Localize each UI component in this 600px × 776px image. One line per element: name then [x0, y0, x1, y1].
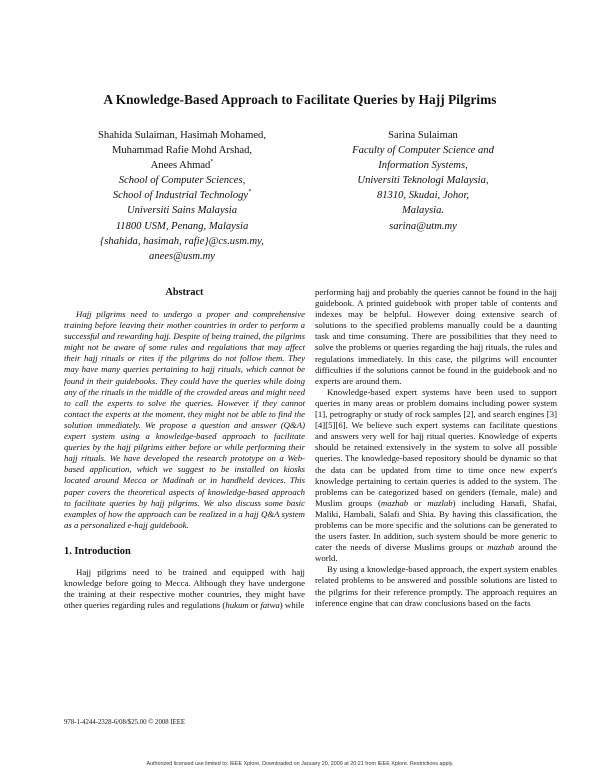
affiliation-r5: Malaysia. — [401, 205, 445, 217]
affiliation-1: School of Computer Sciences, — [118, 175, 246, 187]
p2-text-a: Knowledge-based expert systems have been used to support queries in many areas or problem domains including power system [1], petrography or study of rock samples [2], and search engines [3][4][5][6]. We believe such expert systems can facilitate questions and answers very well for hajj ritual queries. Knowledge of experts should be retained extensively in the system to solve all possible queries. The knowledge-based repository should be dynamic so that the data can be updated from time to time once new expert's knowledge pertaining to certain queries is added to the system. The problems can be categorized based on genders (female, male) and Muslim groups ( — [315, 386, 557, 508]
author-name-anees: Anees Ahmad — [150, 160, 211, 172]
affiliation-r1: Faculty of Computer Science and — [352, 145, 494, 157]
footer-isbn: 978-1-4244-2328-6/08/$25.00 © 2008 IEEE — [64, 719, 186, 726]
intro-text-or: or — [248, 600, 261, 611]
footer-license: Authorized licensed use limited to: IEEE Xplore. Downloaded on January 20, 2009 at 20:21 from IEEE Xplore. Restrictions apply. — [146, 761, 454, 767]
author-email-1: {shahida, hasimah, rafie}@cs.usm.my, — [100, 235, 264, 247]
right-paragraph-1: performing hajj and probably the queries cannot be found in the hajj guidebook. A printed guidebook with proper table of contents and indexes may be helpful. However doing extensive search of solutions to the specified problems manually could be a daunting task and time consuming. There are possibilities that they need to solve the problems or queries regarding the hajj rituals, the rules and regulations immediately. In this case, the pilgrims will encounter difficulties if the solutions cannot be found in the guidebook and no experts are around them. — [315, 287, 557, 386]
introduction-paragraph-1 — [64, 567, 305, 611]
paper-title: A Knowledge-Based Approach to Facilitate Queries by Hajj Pilgrims — [103, 92, 497, 107]
affiliation-3: Universiti Sains Malaysia — [126, 205, 238, 217]
abstract-heading: Abstract — [165, 287, 204, 298]
section-heading-introduction: 1. Introduction — [64, 545, 131, 557]
affiliation-4: 11800 USM, Penang, Malaysia — [115, 220, 249, 232]
affiliation-r2: Information Systems, — [378, 160, 468, 172]
intro-text-b: ) while — [279, 600, 305, 611]
author-names-1: Shahida Sulaiman, Hasimah Mohamed, — [98, 130, 266, 141]
p2-text-c: around the world. — [315, 542, 557, 564]
author-names-3 — [48, 158, 316, 173]
author-email-r: sarina@utm.my — [389, 220, 457, 232]
term-mazhab: mazhab — [380, 497, 409, 508]
author-name-sarina: Sarina Sulaiman — [388, 130, 458, 141]
affiliation-2-text: School of Industrial Technology — [112, 190, 249, 202]
author-names-2: Muhammad Rafie Mohd Arshad, — [111, 145, 253, 157]
left-column — [64, 287, 305, 611]
author-email-2: anees@usm.my — [149, 250, 215, 262]
right-paragraph-3: By using a knowledge-based approach, the expert system enables related problems to be answered and possible solutions are listed to the pilgrims for their reference promptly. The approach requires an inference engine that can draw conclusions based on the facts — [315, 564, 557, 608]
footnote-mark: * — [210, 159, 214, 166]
p2-text-b: ) including Hanafi, Shafai, Maliki, Hambali, Salafi and Shia. By having this classification, the problems can be more specific and the solutions can be generated to the users faster. In addition, such system should be more generic to cater the needs of diverse Muslims groups or — [315, 497, 557, 553]
affiliation-r3: Universiti Teknologi Malaysia, — [357, 175, 489, 187]
author-block-left — [48, 128, 316, 264]
term-mazlab: mazlab — [427, 497, 453, 508]
p2-text-or: or — [408, 497, 428, 508]
abstract-text: Hajj pilgrims need to undergo a proper and comprehensive training before leaving their mother countries in order to perform a successful and rewarding hajj. Despite of being trained, the pilgrims might not be aware of some rules and regulations that may affect their hajj rituals or rites if the pilgrims do not follow them. They may have many queries pertaining to hajj rituals, which cannot be found in their guidebooks. They could have the queries while doing any of the rituals in the middle of the crowded areas and might need to call the experts to solve the queries. However if they cannot contact the experts at the moment, they might not be able to find the solution immediately. We propose a question and answer (Q&A) expert system using a knowledge-based approach to facilitate queries by the hajj pilgrims either before or while performing their hajj rituals. We have developed the research prototype on a Web-based application, which we suggest to be installed on kiosks located around Mecca or Madinah or in handheld devices. This paper covers the theoretical aspects of knowledge-based approach to facilitate queries by hajj pilgrims. We also discuss some basic examples of how the approach can be realized in a hajj Q&A system as a personalized e-hajj guidebook. — [64, 309, 305, 530]
term-hukum: hukum — [225, 600, 249, 611]
author-block-right — [318, 128, 528, 234]
affiliation-2 — [48, 188, 316, 203]
term-mazhab-2: mazhab — [487, 542, 515, 553]
footnote-mark: * — [248, 189, 252, 196]
intro-text-a: Hajj pilgrims need to be trained and equipped with hajj knowledge before going to Mecca. Although they have undergone the training at their respective mother countries, they might have other queries regarding rules and regulations ( — [64, 566, 305, 611]
right-paragraph-2 — [315, 387, 557, 565]
affiliation-r4: 81310, Skudai, Johor, — [376, 190, 470, 202]
term-fatwa: fatwa — [260, 600, 280, 611]
right-column — [315, 287, 557, 609]
